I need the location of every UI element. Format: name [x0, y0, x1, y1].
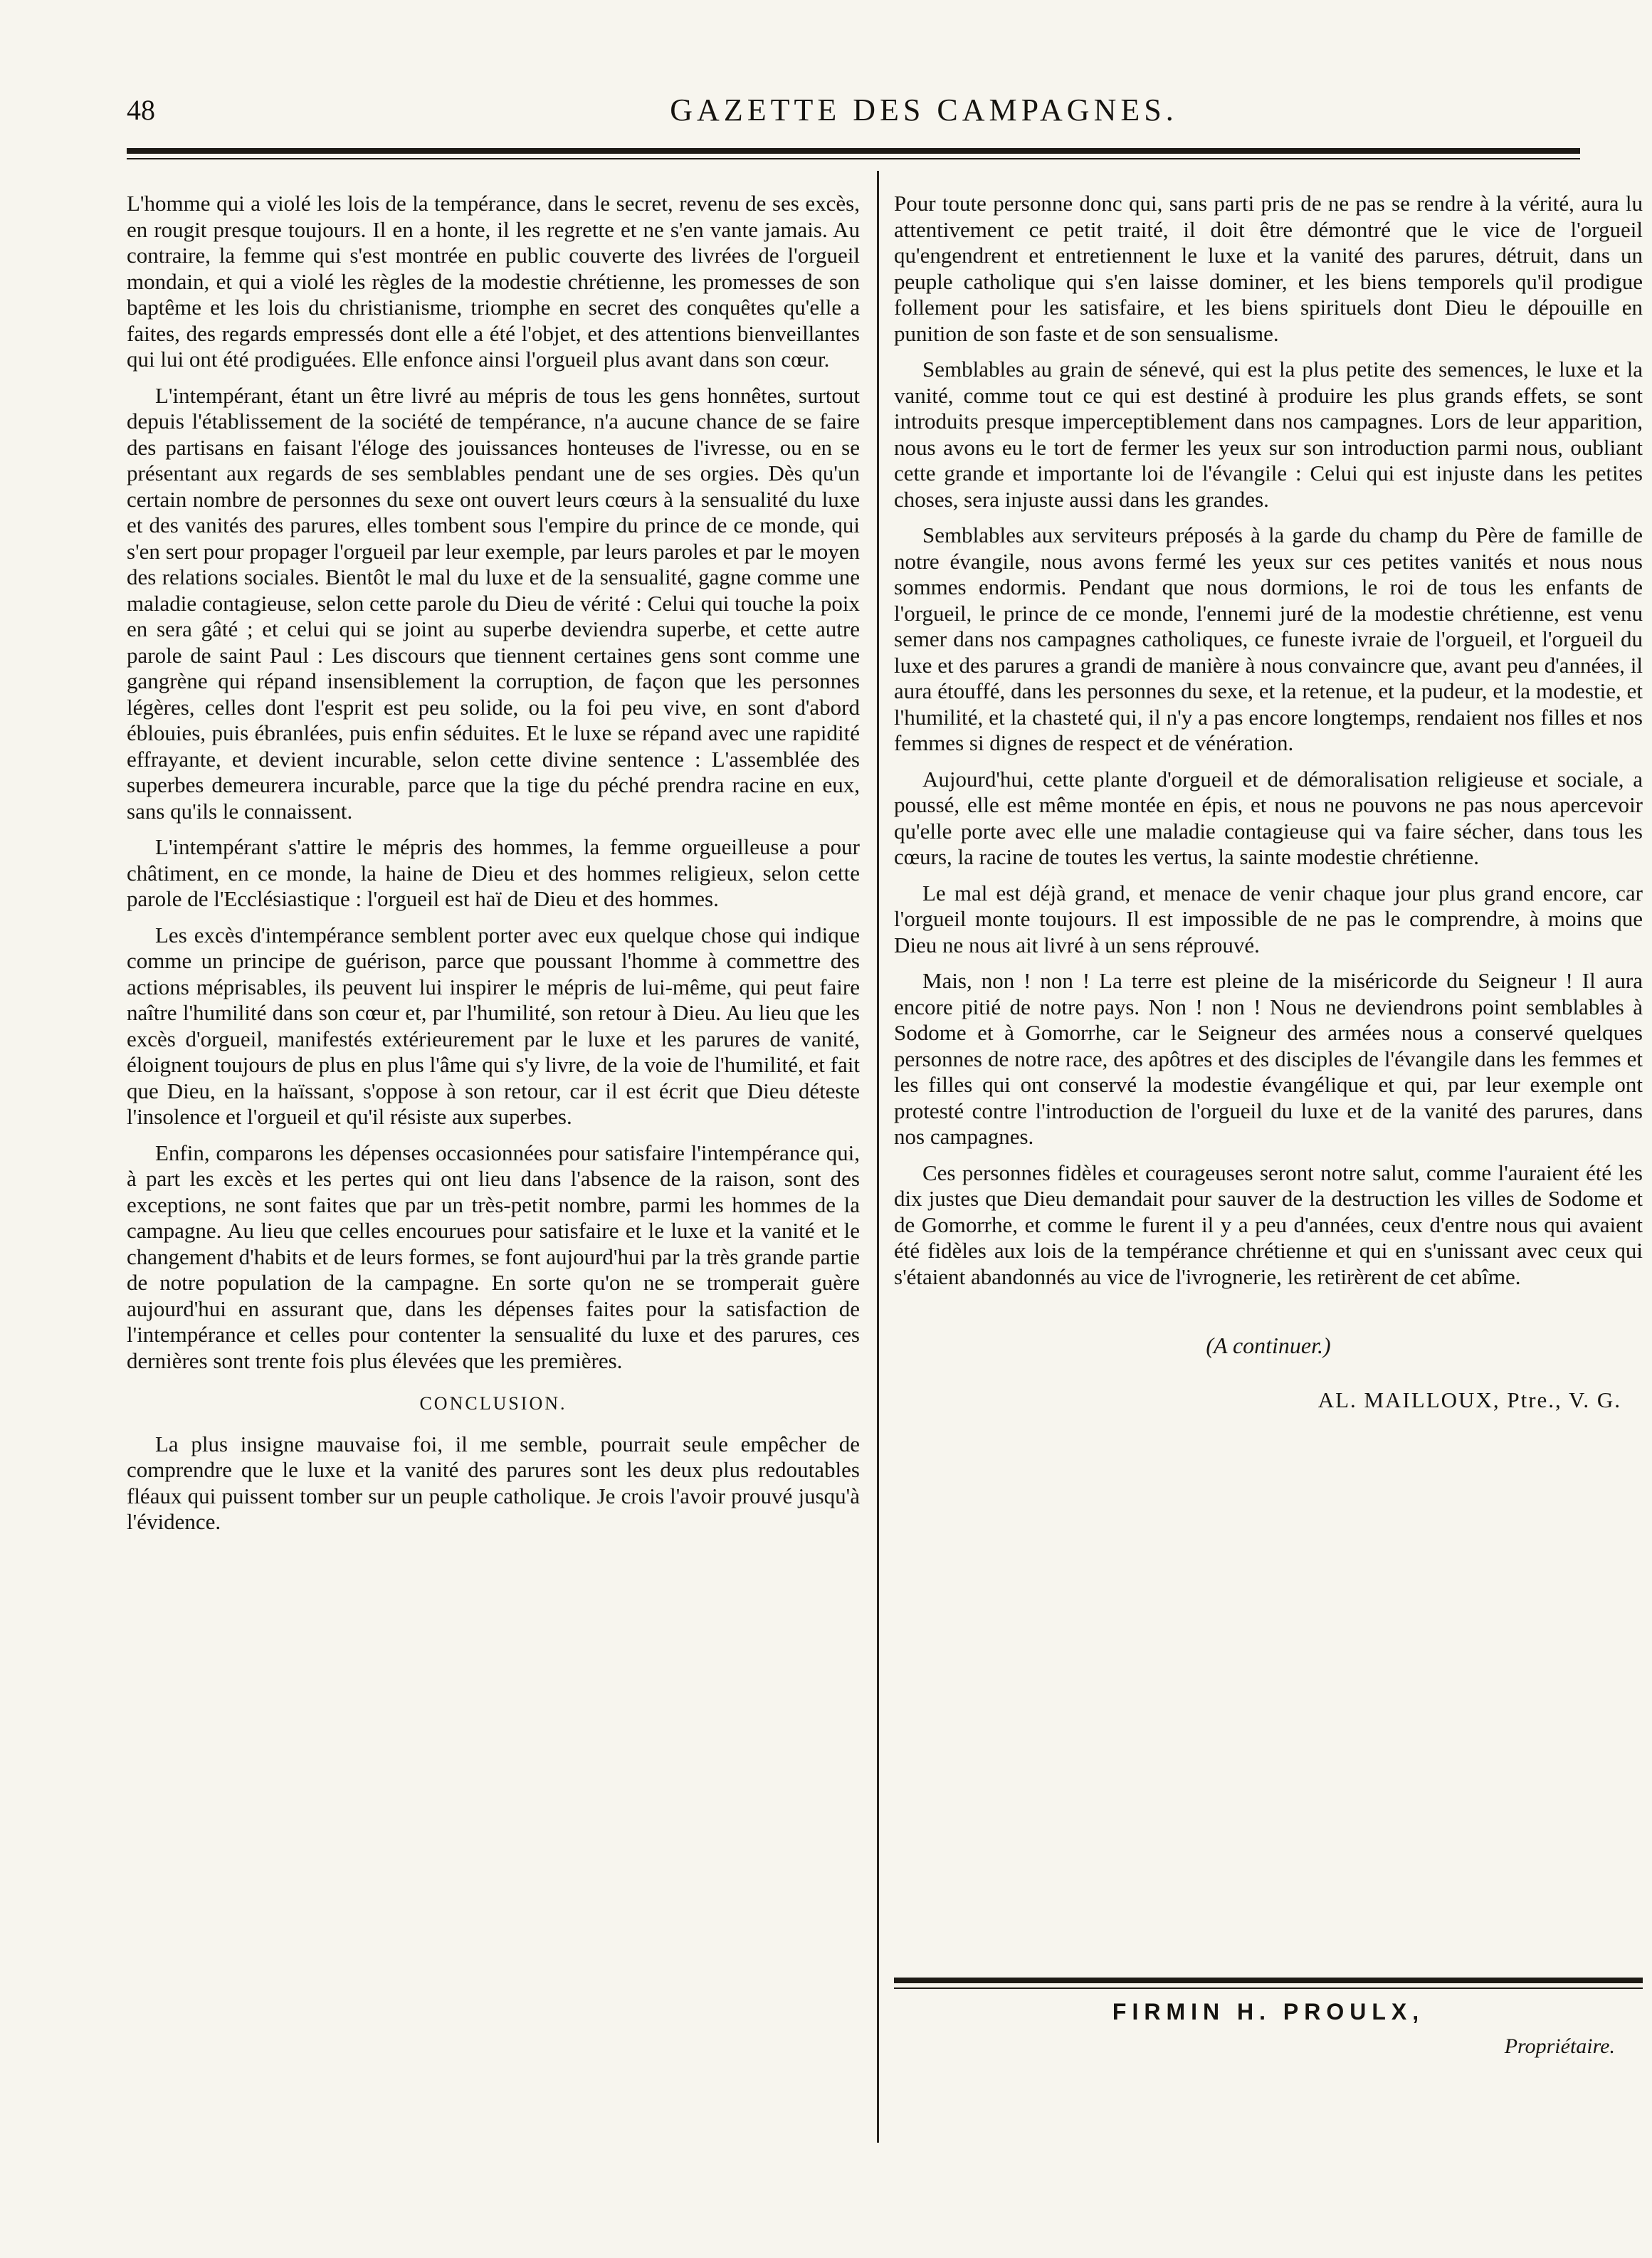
- footer-rule-thin: [894, 1987, 1643, 1989]
- article-paragraph: L'intempérant, étant un être livré au mépris de tous les gens honnêtes, surtout depuis l'établissement de la société de tempérance, n'a aucune chance de se faire des partisans en faisant l'éloge des jouissances honteuses de l'ivresse, ou en se présentant aux regards de ses semblables pendant une de ses orgies. Dès qu'un certain nombre de personnes du sexe ont ouvert leurs cœurs à la sensualité du luxe et des vanités des parures, elles tombent sous l'empire du prince de ce monde, qui s'en sert pour propager l'orgueil par leur exemple, par leurs paroles et par le moyen des relations sociales. Bientôt le mal du luxe et de la sensualité, gagne comme une maladie contagieuse, selon cette parole du Dieu de vérité : Celui qui touche la poix en sera gâté ; et celui qui se joint au superbe deviendra superbe, et cette autre parole de saint Paul : Les discours que tiennent certaines gens sont comme une gangrène qui répand insensiblement la corruption, de façon que les personnes légères, celles dont l'esprit est peu solide, ou la foi peu vive, en sont d'abord éblouies, puis ébranlées, puis enfin séduites. Et le luxe se répand avec une rapidité effrayante, et devient incurable, selon cette divine sentence : L'assemblée des superbes demeurera incurable, parce que la tige du péché prendra racine en eux, sans qu'ils le connaissent.: [127, 382, 860, 824]
- page-header: [127, 93, 1652, 135]
- article-paragraph: L'homme qui a violé les lois de la tempérance, dans le secret, revenu de ses excès, en rougit presque toujours. Il en a honte, il les regrette et ne s'en vante jamais. Au contraire, la femme qui s'est montrée en public couverte des livrées de l'orgueil mondain, et qui a violé les règles de la modestie chrétienne, les promesses de son baptême et les lois du christianisme, triomphe en secret des conquêtes qu'elle a faites, des regards empressés dont elle a été l'objet, et des attentions bienveillantes qui lui ont été prodiguées. Elle enfonce ainsi l'orgueil plus avant dans son cœur.: [127, 191, 860, 372]
- article-paragraph: Ces personnes fidèles et courageuses seront notre salut, comme l'auraient été les dix justes que Dieu demandait pour sauver de la destruction les villes de Sodome et de Gomorrhe, et comme le furent il y a peu d'années, ceux d'entre nous qui avaient été fidèles aux lois de la tempérance chrétienne et qui en s'unissant avec ceux qui s'étaient abandonnés au vice de l'ivrognerie, les retirèrent de cet abîme.: [894, 1160, 1643, 1289]
- article-paragraph: Les excès d'intempérance semblent porter avec eux quelque chose qui indique comme un principe de guérison, parce que poussant l'homme à commettre des actions méprisables, ils peuvent lui inspirer le mépris de lui-même, qui peut faire naître l'humilité dans son cœur et, par l'humilité, son retour à Dieu. Au lieu que les excès d'orgueil, manifestés extérieurement par le luxe et les parures de vanité, éloignent toujours de plus en plus l'âme qui s'y livre, de la voie de l'humilité, et fait que Dieu, en la haïssant, s'oppose à son retour, car il est écrit que Dieu déteste l'insolence et l'orgueil et qu'il résiste aux superbes.: [127, 922, 860, 1129]
- header-rule-thin: [127, 158, 1580, 159]
- footer-rule-thick: [894, 1978, 1643, 1983]
- proprietor-title: Propriétaire.: [1504, 2034, 1615, 2058]
- page-title: GAZETTE DES CAMPAGNES.: [670, 93, 1178, 127]
- page-number: 48: [127, 94, 155, 126]
- article-paragraph: Semblables aux serviteurs préposés à la garde du champ du Père de famille de notre évangile, nous avons fermé les yeux sur ces petites vanités et nous nous sommes endormis. Pendant que nous dormions, le roi de tous les enfants de l'orgueil, le prince de ce monde, l'ennemi juré de la modestie chrétienne, est venu semer dans nos campagnes catholiques, ce funeste ivraie de l'orgueil, et l'orgueil du luxe et des parures a grandi de manière à nous convaincre que, avant peu d'années, il aura étouffé, dans les personnes du sexe, et la retenue, et la pudeur, et la modestie, et l'humilité, et la chasteté qui, il n'y a pas encore longtemps, rendaient nos filles et nos femmes si dignes de respect et de vénération.: [894, 523, 1643, 755]
- article-paragraph: Le mal est déjà grand, et menace de venir chaque jour plus grand encore, car l'orgueil monte toujours. Il est impossible de ne pas le comprendre, à moins que Dieu ne nous ait livré à un sens réprouvé.: [894, 880, 1643, 957]
- left-column: [127, 191, 860, 1545]
- author-signature: AL. MAILLOUX, Ptre., V. G.: [1317, 1387, 1621, 1412]
- article-paragraph: Mais, non ! non ! La terre est pleine de la miséricorde du Seigneur ! Il aura encore pitié de notre pays. Non ! non ! Nous ne deviendrons point semblables à Sodome et à Gomorrhe, car le Seigneur des armées nous a conservé quelques personnes de notre race, des apôtres et des disciples de l'évangile dans les femmes et les filles qui ont conservé la modestie évangélique et qui, par leur exemple ont protesté contre l'introduction de l'orgueil du luxe et de la vanité des parures, dans nos campagnes.: [894, 968, 1643, 1149]
- article-paragraph: Semblables au grain de sénevé, qui est la plus petite des semences, le luxe et la vanité, comme tout ce qui est destiné à produire les plus grands effets, se sont introduits presque imperceptiblement dans nos campagnes. Lors de leur apparition, nous avons eu le tort de fermer les yeux sur son introduction parmi nous, oubliant cette grande et importante loi de l'évangile : Celui qui est injuste dans les petites choses, sera injuste aussi dans les grandes.: [894, 357, 1643, 512]
- column-divider: [877, 171, 879, 2143]
- article-paragraph: Enfin, comparons les dépenses occasionnées pour satisfaire l'intempérance qui, à part les excès et les pertes qui ont lieu dans l'absence de la raison, sont des exceptions, ne sont faites que par un très-petit nombre, parmi les hommes de la campagne. Au lieu que celles encourues pour satisfaire et le luxe et la vanité et le changement d'habits et de leurs formes, se font aujourd'hui par la très grande partie de notre population de la campagne. En sorte qu'on ne se tromperait guère aujourd'hui en assurant que, dans les dépenses faites pour la satisfaction de l'intempérance et celles pour contenter la sensualité du luxe et des parures, ces dernières sont trente fois plus élevées que les premières.: [127, 1140, 860, 1373]
- header-rule-thick: [127, 148, 1580, 154]
- section-heading-conclusion: CONCLUSION.: [419, 1393, 567, 1414]
- conclusion-paragraph: La plus insigne mauvaise foi, il me semble, pourrait seule empêcher de comprendre que le luxe et la vanité des parures sont les deux plus redoutables fléaux qui puissent tomber sur un peuple catholique. Je crois l'avoir prouvé jusqu'à l'évidence.: [127, 1431, 860, 1534]
- article-paragraph: Pour toute personne donc qui, sans parti pris de ne pas se rendre à la vérité, aura lu attentivement ce petit traité, il doit être démontré que le vice de l'orgueil qu'engendrent et entretiennent le luxe et la vanité des parures, détruit, dans un peuple catholique qui s'en laisse dominer, et les biens temporels qu'il prodigue follement pour les satisfaire, et les biens spirituels dont Dieu le dépouille en punition de son faste et de son sensualisme.: [894, 191, 1643, 346]
- article-paragraph: L'intempérant s'attire le mépris des hommes, la femme orgueilleuse a pour châtiment, en ce monde, la haine de Dieu et des hommes religieux, selon cette parole de l'Ecclésiastique : l'orgueil est haï de Dieu et des hommes.: [127, 834, 860, 911]
- proprietor-name: FIRMIN H. PROULX,: [1112, 1999, 1425, 2025]
- to-be-continued: (A continuer.): [1206, 1333, 1331, 1358]
- right-column: [894, 191, 1643, 1413]
- article-paragraph: Aujourd'hui, cette plante d'orgueil et de démoralisation religieuse et sociale, a poussé, elle est même montée en épis, et nous ne pouvons ne pas nous apercevoir qu'elle porte avec elle une maladie contagieuse qui va faire sécher, dans tous les cœurs, la racine de toutes les vertus, la sainte modestie chrétienne.: [894, 766, 1643, 869]
